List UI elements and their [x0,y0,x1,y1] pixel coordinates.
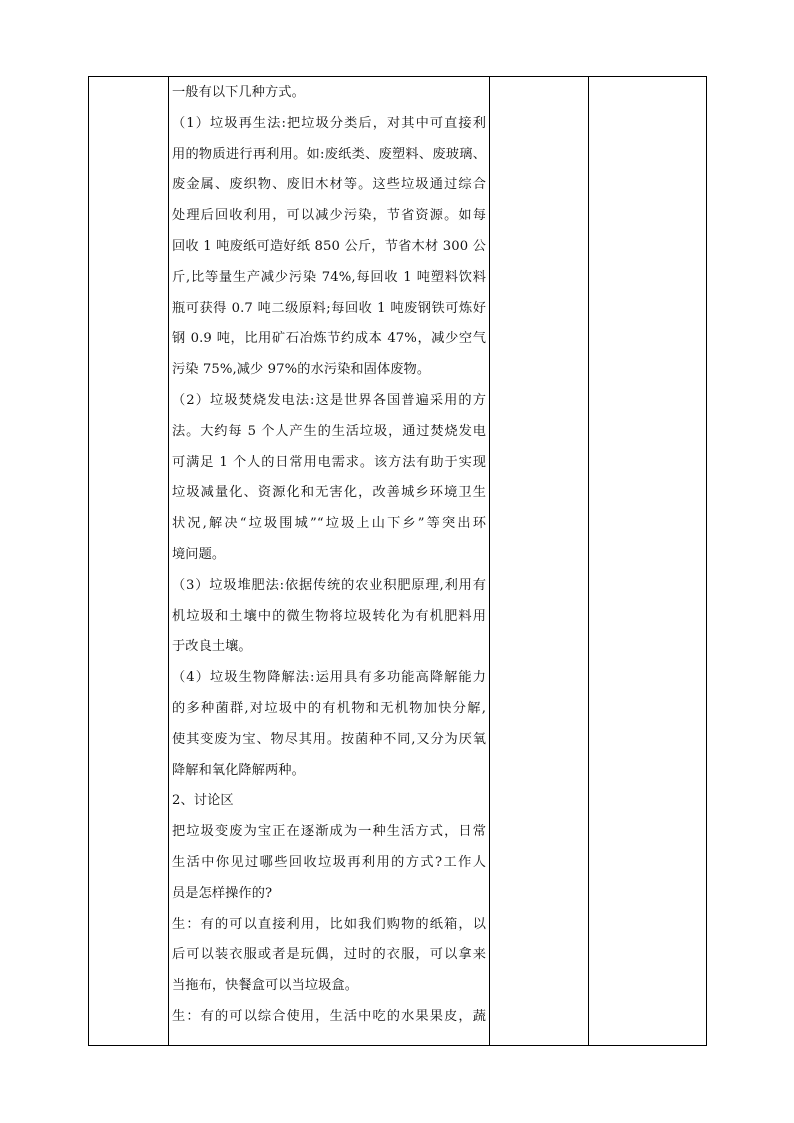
text-line: 回收 1 吨废纸可造好纸 850 公斤，节省木材 300 公 [172,238,486,254]
text-line: 钢 0.9 吨，比用矿石冶炼节约成本 47%，减少空气 [172,331,486,347]
text-line: 于改良土壤。 [172,639,252,655]
text-line: （3）垃圾堆肥法:依据传统的农业积肥原理,利用有 [172,577,486,593]
text-line: 生：有的可以直接利用，比如我们购物的纸箱，以 [172,916,486,932]
text-line: 污染 75%,减少 97%的水污染和固体废物。 [172,362,431,378]
text-line: 法。大约每 5 个人产生的生活垃圾，通过焚烧发电 [172,423,486,439]
text-line: （2）垃圾焚烧发电法:这是世界各国普遍采用的方 [172,392,486,408]
text-line: 员是怎样操作的? [172,885,273,901]
text-line: （4）垃圾生物降解法:运用具有多功能高降解能力 [172,670,486,686]
text-line: 把垃圾变废为宝正在逐渐成为一种生活方式，日常 [172,824,486,840]
text-line: 生活中你见过哪些回收垃圾再利用的方式?工作人 [172,854,486,870]
text-line: 用的物质进行再利用。如:废纸类、废塑料、废玻璃、 [172,146,486,162]
text-line: 可满足 1 个人的日常用电需求。该方法有助于实现 [172,454,486,470]
column-divider-1 [168,77,169,1045]
text-line: 处理后回收利用，可以减少污染，节省资源。如每 [172,208,486,224]
text-line: 后可以装衣服或者是玩偶，过时的衣服，可以拿来 [172,947,486,963]
text-line: 降解和氧化降解两种。 [172,762,305,778]
text-line: 瓶可获得 0.7 吨二级原料;每回收 1 吨废钢铁可炼好 [172,300,486,316]
text-line: 一般有以下几种方式。 [172,85,305,100]
text-line: 当拖布，快餐盒可以当垃圾盒。 [172,978,359,994]
text-line: 废金属、废织物、废旧木材等。这些垃圾通过综合 [172,177,486,193]
text-line: 2、讨论区 [172,793,234,809]
teaching-content-cell [172,78,486,1033]
text-line: 机垃圾和土壤中的微生物将垃圾转化为有机肥料用 [172,608,486,624]
column-divider-2 [489,77,490,1045]
text-line: 境问题。 [172,546,226,562]
text-line: 使其变废为宝、物尽其用。按菌种不同,又分为厌氧 [172,731,486,747]
text-line: （1）垃圾再生法:把垃圾分类后，对其中可直接利 [172,115,486,131]
text-line: 斤,比等量生产减少污染 74%,每回收 1 吨塑料饮料 [172,269,486,285]
text-line: 状况,解决“垃圾围城”“垃圾上山下乡”等突出环 [172,516,486,532]
text-line: 生：有的可以综合使用，生活中吃的水果果皮，蔬 [172,1008,486,1024]
text-line: 垃圾减量化、资源化和无害化，改善城乡环境卫生 [172,485,486,501]
text-line: 的多种菌群,对垃圾中的有机物和无机物加快分解, [172,700,486,716]
column-divider-3 [588,77,589,1045]
